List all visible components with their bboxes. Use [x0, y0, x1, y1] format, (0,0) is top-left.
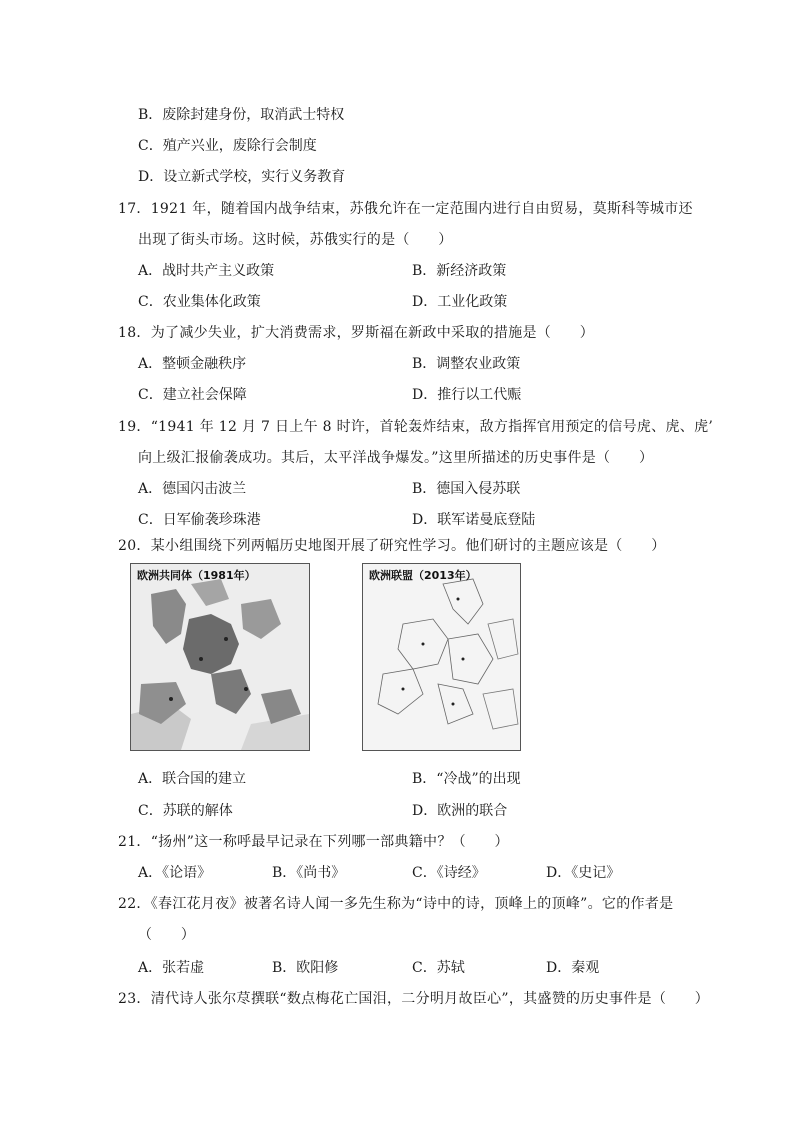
q19-stem-line1: 19．“1941 年 12 月 7 日上午 8 时许，首轮轰炸结束，敌方指挥官用预定的信号虎、虎、虎’: [118, 419, 714, 435]
q22-stem-line2: （ ）: [138, 927, 196, 943]
map-european-community-1981-graphic: [131, 564, 309, 750]
q20-stem: 20．某小组围绕下列两幅历史地图开展了研究性学习。他们研讨的主题应该是（ ）: [118, 538, 666, 554]
map2-title: 欧洲联盟（2013年）: [369, 569, 477, 582]
q18-option-a: A．整顿金融秩序: [138, 356, 247, 372]
q22-option-c: C．苏轼: [412, 960, 465, 976]
q17-option-c: C．农业集体化政策: [138, 294, 261, 310]
q17-option-a: A．战时共产主义政策: [138, 263, 275, 279]
q18-option-d: D．推行以工代赈: [412, 387, 522, 403]
q22-stem-line1: 22．《春江花月夜》被著名诗人闻一多先生称为“诗中的诗，顶峰上的顶峰”。它的作者是: [118, 896, 674, 912]
q22-option-b: B．欧阳修: [272, 960, 339, 976]
q16-option-b: B．废除封建身份，取消武士特权: [138, 107, 345, 123]
q17-option-b: B．新经济政策: [412, 263, 507, 279]
q20-option-a: A．联合国的建立: [138, 771, 247, 787]
q21-option-c: C．《诗经》: [412, 865, 486, 881]
q21-option-a: A．《论语》: [138, 865, 212, 881]
map-european-union-2013: [362, 563, 521, 751]
q17-option-d: D．工业化政策: [412, 294, 508, 310]
q18-option-c: C．建立社会保障: [138, 387, 247, 403]
q17-stem-line2: 出现了街头市场。这时候，苏俄实行的是（ ）: [138, 232, 453, 248]
q19-option-b: B．德国入侵苏联: [412, 481, 521, 497]
q19-option-c: C．日军偷袭珍珠港: [138, 512, 261, 528]
q21-stem: 21．“扬州”这一称呼最早记录在下列哪一部典籍中？（ ）: [118, 834, 509, 850]
q19-option-d: D．联军诺曼底登陆: [412, 512, 536, 528]
q21-option-d: D．《史记》: [546, 865, 621, 881]
q16-option-c: C．殖产兴业，废除行会制度: [138, 138, 317, 154]
q23-stem: 23．清代诗人张尔荩撰联“数点梅花亡国泪，二分明月故臣心”，其盛赞的历史事件是（ ）: [118, 991, 710, 1007]
q19-option-a: A．德国闪击波兰: [138, 481, 247, 497]
q22-option-d: D．秦观: [546, 960, 600, 976]
q20-option-d: D．欧洲的联合: [412, 803, 508, 819]
map1-title: 欧洲共同体（1981年）: [137, 569, 256, 582]
q16-option-d: D．设立新式学校，实行义务教育: [138, 169, 346, 185]
q18-stem: 18．为了减少失业，扩大消费需求，罗斯福在新政中采取的措施是（ ）: [118, 325, 595, 341]
q20-option-b: B．“冷战”的出现: [412, 771, 521, 787]
map-european-union-2013-graphic: [363, 564, 520, 750]
q17-stem-line1: 17．1921 年，随着国内战争结束，苏俄允许在一定范围内进行自由贸易，莫斯科等城市还: [118, 201, 693, 217]
q22-option-a: A．张若虚: [138, 960, 205, 976]
q20-option-c: C．苏联的解体: [138, 803, 233, 819]
q18-option-b: B．调整农业政策: [412, 356, 521, 372]
q21-option-b: B．《尚书》: [272, 865, 346, 881]
map-european-community-1981: [130, 563, 310, 751]
q19-stem-line2: 向上级汇报偷袭成功。其后，太平洋战争爆发。”这里所描述的历史事件是（ ）: [138, 450, 654, 466]
